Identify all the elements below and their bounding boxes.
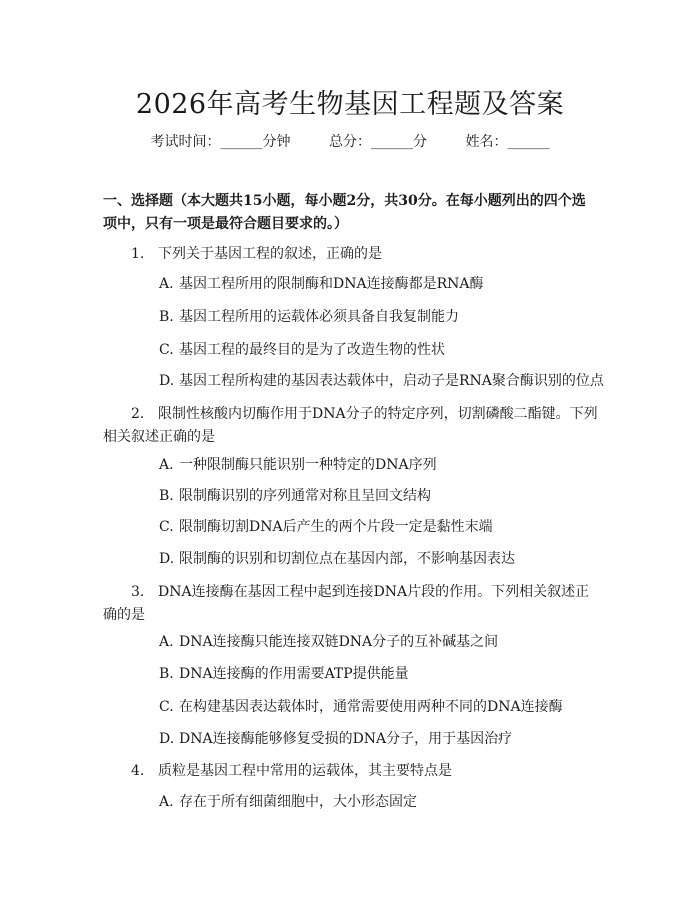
option-text: 限制酶切割DNA后产生的两个片段一定是黏性末端 xyxy=(179,519,493,535)
total-score-field: 总分：______分 xyxy=(329,134,427,150)
option-text: 存在于所有细菌细胞中，大小形态固定 xyxy=(179,794,417,810)
question-number: 3. xyxy=(131,584,145,600)
option-letter: D. xyxy=(159,731,175,747)
exam-info-line xyxy=(0,131,700,151)
option-text: 一种限制酶只能识别一种特定的DNA序列 xyxy=(179,457,437,473)
option-text: 在构建基因表达载体时，通常需要使用两种不同的DNA连接酶 xyxy=(179,699,563,715)
option-text: DNA连接酶能够修复受损的DNA分子，用于基因治疗 xyxy=(179,731,513,747)
question-3-option-c xyxy=(159,697,599,717)
question-number: 2. xyxy=(131,406,145,422)
question-text: 质粒是基因工程中常用的运载体，其主要特点是 xyxy=(158,763,452,779)
question-3-option-b xyxy=(159,664,599,684)
option-letter: B. xyxy=(159,666,174,682)
option-text: DNA连接酶只能连接双链DNA分子的互补碱基之间 xyxy=(179,634,499,650)
question-2-option-b xyxy=(159,486,599,506)
question-1-option-a xyxy=(159,274,599,294)
question-2 xyxy=(103,403,598,449)
question-2-option-d xyxy=(159,549,599,569)
question-2-option-c xyxy=(159,517,599,537)
option-letter: A. xyxy=(159,457,174,473)
option-letter: C. xyxy=(159,342,174,358)
question-1-option-b xyxy=(159,307,599,327)
option-letter: B. xyxy=(159,309,174,325)
question-text: DNA连接酶在基因工程中起到连接DNA片段的作用。下列相关叙述正确的是 xyxy=(103,584,590,623)
option-letter: A. xyxy=(159,634,174,650)
question-number: 1. xyxy=(131,246,145,262)
question-1-option-d xyxy=(159,371,604,391)
question-3-option-a xyxy=(159,632,599,652)
option-letter: A. xyxy=(159,794,174,810)
option-text: 基因工程所用的运载体必须具备自我复制能力 xyxy=(179,309,459,325)
question-4-option-a xyxy=(159,792,599,812)
option-letter: A. xyxy=(159,276,174,292)
page-title: 2026年高考生物基因工程题及答案 xyxy=(135,89,565,120)
option-text: 基因工程所构建的基因表达载体中，启动子是RNA聚合酶识别的位点 xyxy=(179,373,604,389)
question-3 xyxy=(103,581,598,627)
exam-time-field: 考试时间：______分钟 xyxy=(150,134,291,150)
option-letter: C. xyxy=(159,519,174,535)
option-letter: D. xyxy=(159,373,175,389)
question-4 xyxy=(103,760,598,783)
question-text: 限制性核酸内切酶作用于DNA分子的特定序列，切割磷酸二酯键。下列相关叙述正确的是 xyxy=(103,406,598,445)
option-letter: C. xyxy=(159,699,174,715)
question-1-option-c xyxy=(159,340,599,360)
option-text: 基因工程的最终目的是为了改造生物的性状 xyxy=(179,342,445,358)
question-2-option-a xyxy=(159,455,599,475)
student-name-field: 姓名：______ xyxy=(465,134,550,150)
option-text: 限制酶识别的序列通常对称且呈回文结构 xyxy=(179,488,431,504)
option-text: 限制酶的识别和切割位点在基因内部，不影响基因表达 xyxy=(179,551,515,567)
question-1 xyxy=(103,243,598,266)
option-text: 基因工程所用的限制酶和DNA连接酶都是RNA酶 xyxy=(179,276,484,292)
option-letter: B. xyxy=(159,488,174,504)
question-number: 4. xyxy=(131,763,145,779)
question-text: 下列关于基因工程的叙述，正确的是 xyxy=(158,246,382,262)
section-heading: 一、选择题（本大题共15小题，每小题2分，共30分。在每小题列出的四个选项中，只有一项是最符合题目要求的。） xyxy=(103,193,586,232)
question-3-option-d xyxy=(159,729,599,749)
option-letter: D. xyxy=(159,551,175,567)
option-text: DNA连接酶的作用需要ATP提供能量 xyxy=(179,666,409,682)
